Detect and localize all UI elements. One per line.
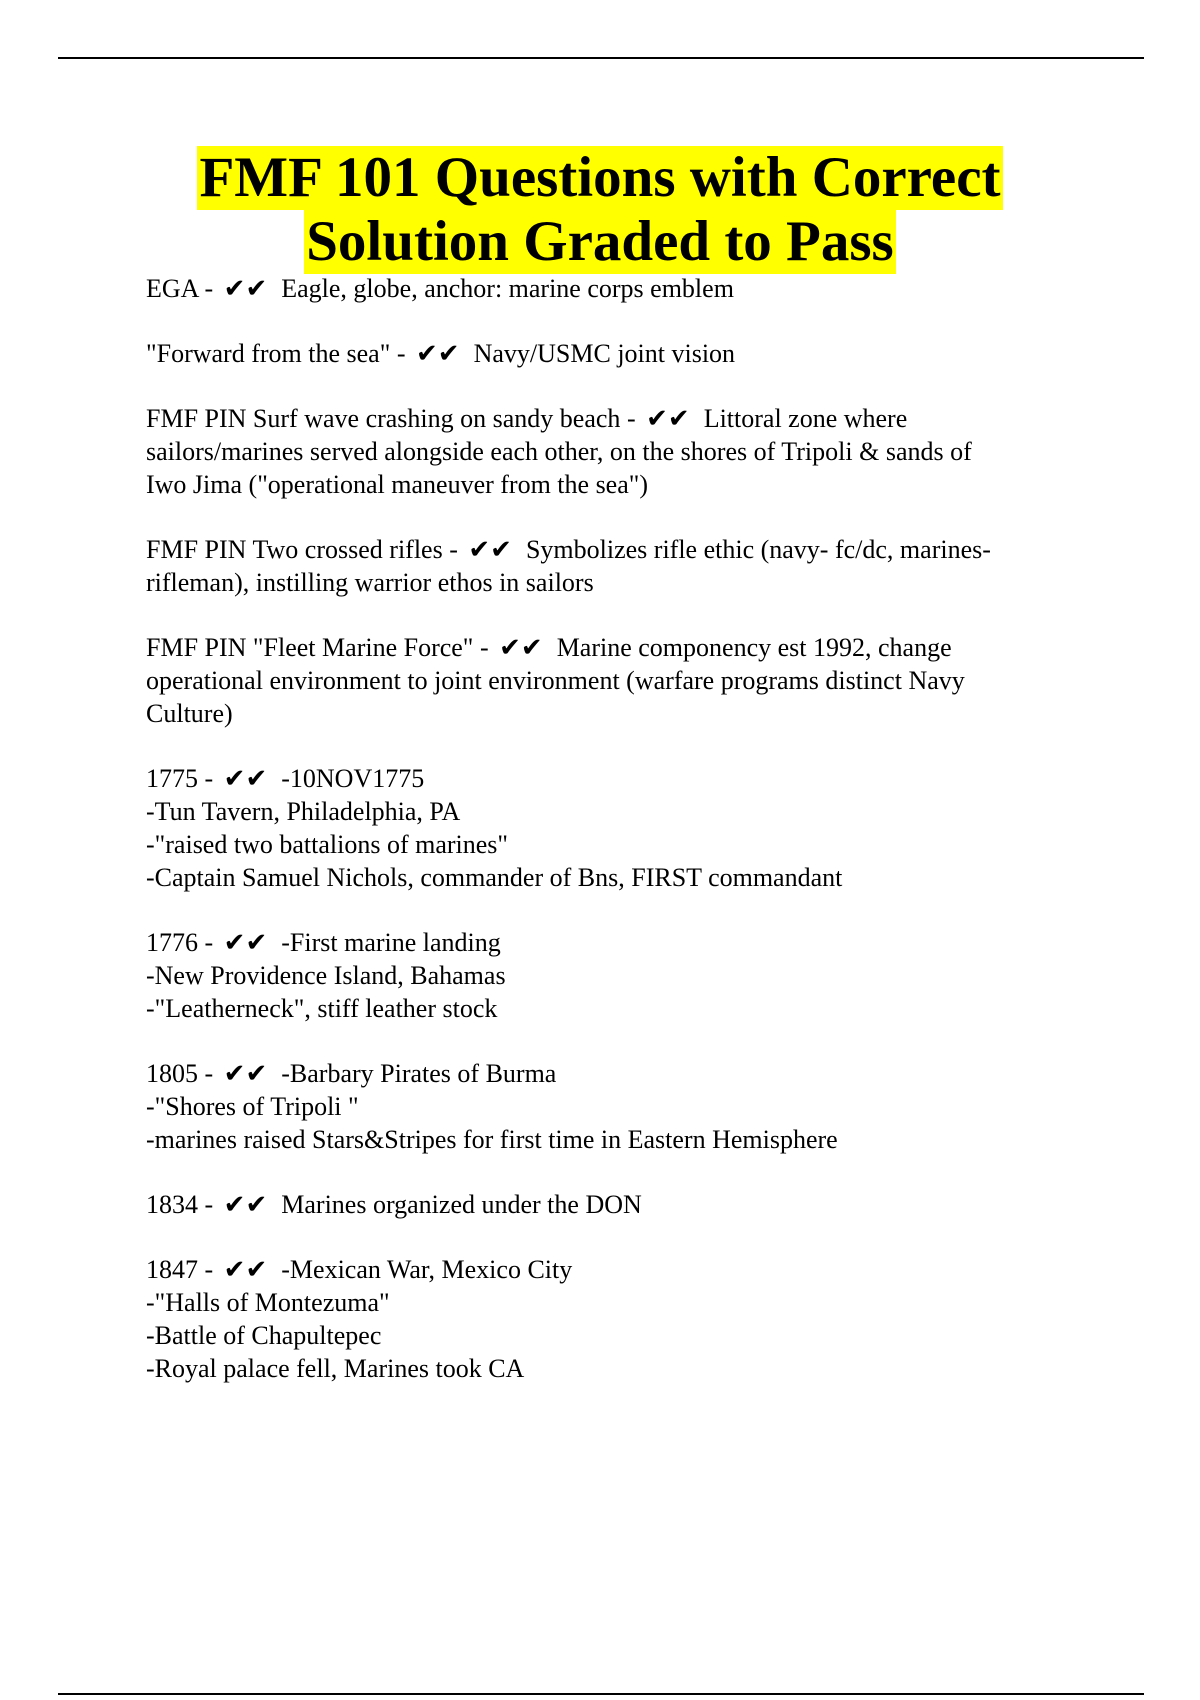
- entry-first-line: [146, 402, 1086, 435]
- document-title: [0, 146, 1200, 274]
- check-mark-icon: ✔✔: [223, 1190, 268, 1219]
- entry-text: Marine componency est 1992, change: [556, 633, 952, 662]
- top-divider: [58, 57, 1144, 59]
- entry-continuation-line: [146, 861, 1086, 894]
- entry-continuation-line: [146, 1352, 1086, 1385]
- entry-text: -"Leatherneck", stiff leather stock: [146, 994, 498, 1023]
- entry-continuation-line: [146, 664, 1086, 697]
- entry-text: Littoral zone where: [703, 404, 908, 433]
- entry-text: -Captain Samuel Nichols, commander of Bns, FIRST commandant: [146, 863, 843, 892]
- flashcard-list: [146, 272, 1086, 1417]
- entry-text: Eagle, globe, anchor: marine corps emblem: [281, 274, 734, 303]
- entry-separator: -: [198, 274, 220, 303]
- entry-term: EGA: [146, 274, 198, 303]
- entry-continuation-line: [146, 1123, 1086, 1156]
- entry-first-line: [146, 1253, 1086, 1286]
- entry-separator: -: [198, 1190, 220, 1219]
- check-mark-icon: ✔✔: [646, 404, 690, 433]
- entry-term: 1847: [146, 1255, 198, 1284]
- entry-continuation-line: [146, 566, 1086, 599]
- entry-text: sailors/marines served alongside each other, on the shores of Tripoli & sands of: [146, 437, 972, 466]
- check-mark-icon: ✔✔: [223, 764, 268, 793]
- entry-first-line: [146, 337, 1086, 370]
- flashcard-entry: [146, 1057, 1086, 1156]
- entry-term: "Forward from the sea": [146, 339, 391, 368]
- entry-term: 1805: [146, 1059, 198, 1088]
- flashcard-entry: [146, 402, 1086, 501]
- entry-continuation-line: [146, 1286, 1086, 1319]
- check-mark-icon: ✔✔: [416, 339, 460, 368]
- entry-separator: -: [198, 928, 220, 957]
- entry-text: -marines raised Stars&Stripes for first time in Eastern Hemisphere: [146, 1125, 838, 1154]
- entry-text: -Royal palace fell, Marines took CA: [146, 1354, 525, 1383]
- entry-text: Iwo Jima ("operational maneuver from the sea"): [146, 470, 649, 499]
- entry-text: Culture): [146, 699, 233, 728]
- entry-continuation-line: [146, 795, 1086, 828]
- flashcard-entry: [146, 926, 1086, 1025]
- entry-continuation-line: [146, 1319, 1086, 1352]
- flashcard-entry: [146, 631, 1086, 730]
- entry-continuation-line: [146, 1090, 1086, 1123]
- entry-term: FMF PIN "Fleet Marine Force": [146, 633, 474, 662]
- entry-text: -Mexican War, Mexico City: [281, 1255, 573, 1284]
- title-line-2: Solution Graded to Pass: [306, 210, 894, 273]
- entry-text: rifleman), instilling warrior ethos in sailors: [146, 568, 594, 597]
- entry-continuation-line: [146, 697, 1086, 730]
- flashcard-entry: [146, 337, 1086, 370]
- flashcard-entry: [146, 272, 1086, 305]
- entry-text: -"Halls of Montezuma": [146, 1288, 390, 1317]
- entry-term: 1776: [146, 928, 198, 957]
- check-mark-icon: ✔✔: [223, 928, 268, 957]
- check-mark-icon: ✔✔: [223, 1059, 268, 1088]
- check-mark-icon: ✔✔: [499, 633, 543, 662]
- entry-continuation-line: [146, 828, 1086, 861]
- entry-text: -10NOV1775: [281, 764, 425, 793]
- entry-text: -"Shores of Tripoli ": [146, 1092, 359, 1121]
- entry-separator: -: [198, 1059, 220, 1088]
- entry-term: 1834: [146, 1190, 198, 1219]
- entry-separator: -: [390, 339, 412, 368]
- entry-continuation-line: [146, 468, 1086, 501]
- flashcard-entry: [146, 1188, 1086, 1221]
- entry-text: -Tun Tavern, Philadelphia, PA: [146, 797, 461, 826]
- entry-term: FMF PIN Surf wave crashing on sandy beach: [146, 404, 621, 433]
- entry-separator: -: [198, 1255, 220, 1284]
- entry-separator: -: [198, 764, 220, 793]
- entry-text: Navy/USMC joint vision: [473, 339, 736, 368]
- entry-text: operational environment to joint environment (warfare programs distinct Navy: [146, 666, 965, 695]
- entry-continuation-line: [146, 992, 1086, 1025]
- flashcard-entry: [146, 533, 1086, 599]
- entry-text: -First marine landing: [281, 928, 501, 957]
- entry-text: -"raised two battalions of marines": [146, 830, 509, 859]
- entry-text: -Barbary Pirates of Burma: [281, 1059, 557, 1088]
- entry-separator: -: [473, 633, 496, 662]
- entry-first-line: [146, 631, 1086, 664]
- check-mark-icon: ✔✔: [223, 1255, 268, 1284]
- entry-text: Symbolizes rifle ethic (navy- fc/dc, marines-: [525, 535, 991, 564]
- entry-term: FMF PIN Two crossed rifles: [146, 535, 443, 564]
- title-line-1: FMF 101 Questions with Correct: [199, 146, 1001, 209]
- flashcard-entry: [146, 1253, 1086, 1385]
- entry-separator: -: [442, 535, 465, 564]
- entry-text: -Battle of Chapultepec: [146, 1321, 382, 1350]
- flashcard-entry: [146, 762, 1086, 894]
- entry-term: 1775: [146, 764, 198, 793]
- bottom-divider: [58, 1693, 1144, 1695]
- entry-first-line: [146, 272, 1086, 305]
- entry-first-line: [146, 1057, 1086, 1090]
- entry-first-line: [146, 533, 1086, 566]
- entry-continuation-line: [146, 959, 1086, 992]
- entry-continuation-line: [146, 435, 1086, 468]
- entry-first-line: [146, 926, 1086, 959]
- entry-separator: -: [620, 404, 643, 433]
- entry-first-line: [146, 762, 1086, 795]
- entry-text: Marines organized under the DON: [281, 1190, 642, 1219]
- check-mark-icon: ✔✔: [223, 274, 268, 303]
- check-mark-icon: ✔✔: [468, 535, 512, 564]
- entry-text: -New Providence Island, Bahamas: [146, 961, 506, 990]
- entry-first-line: [146, 1188, 1086, 1221]
